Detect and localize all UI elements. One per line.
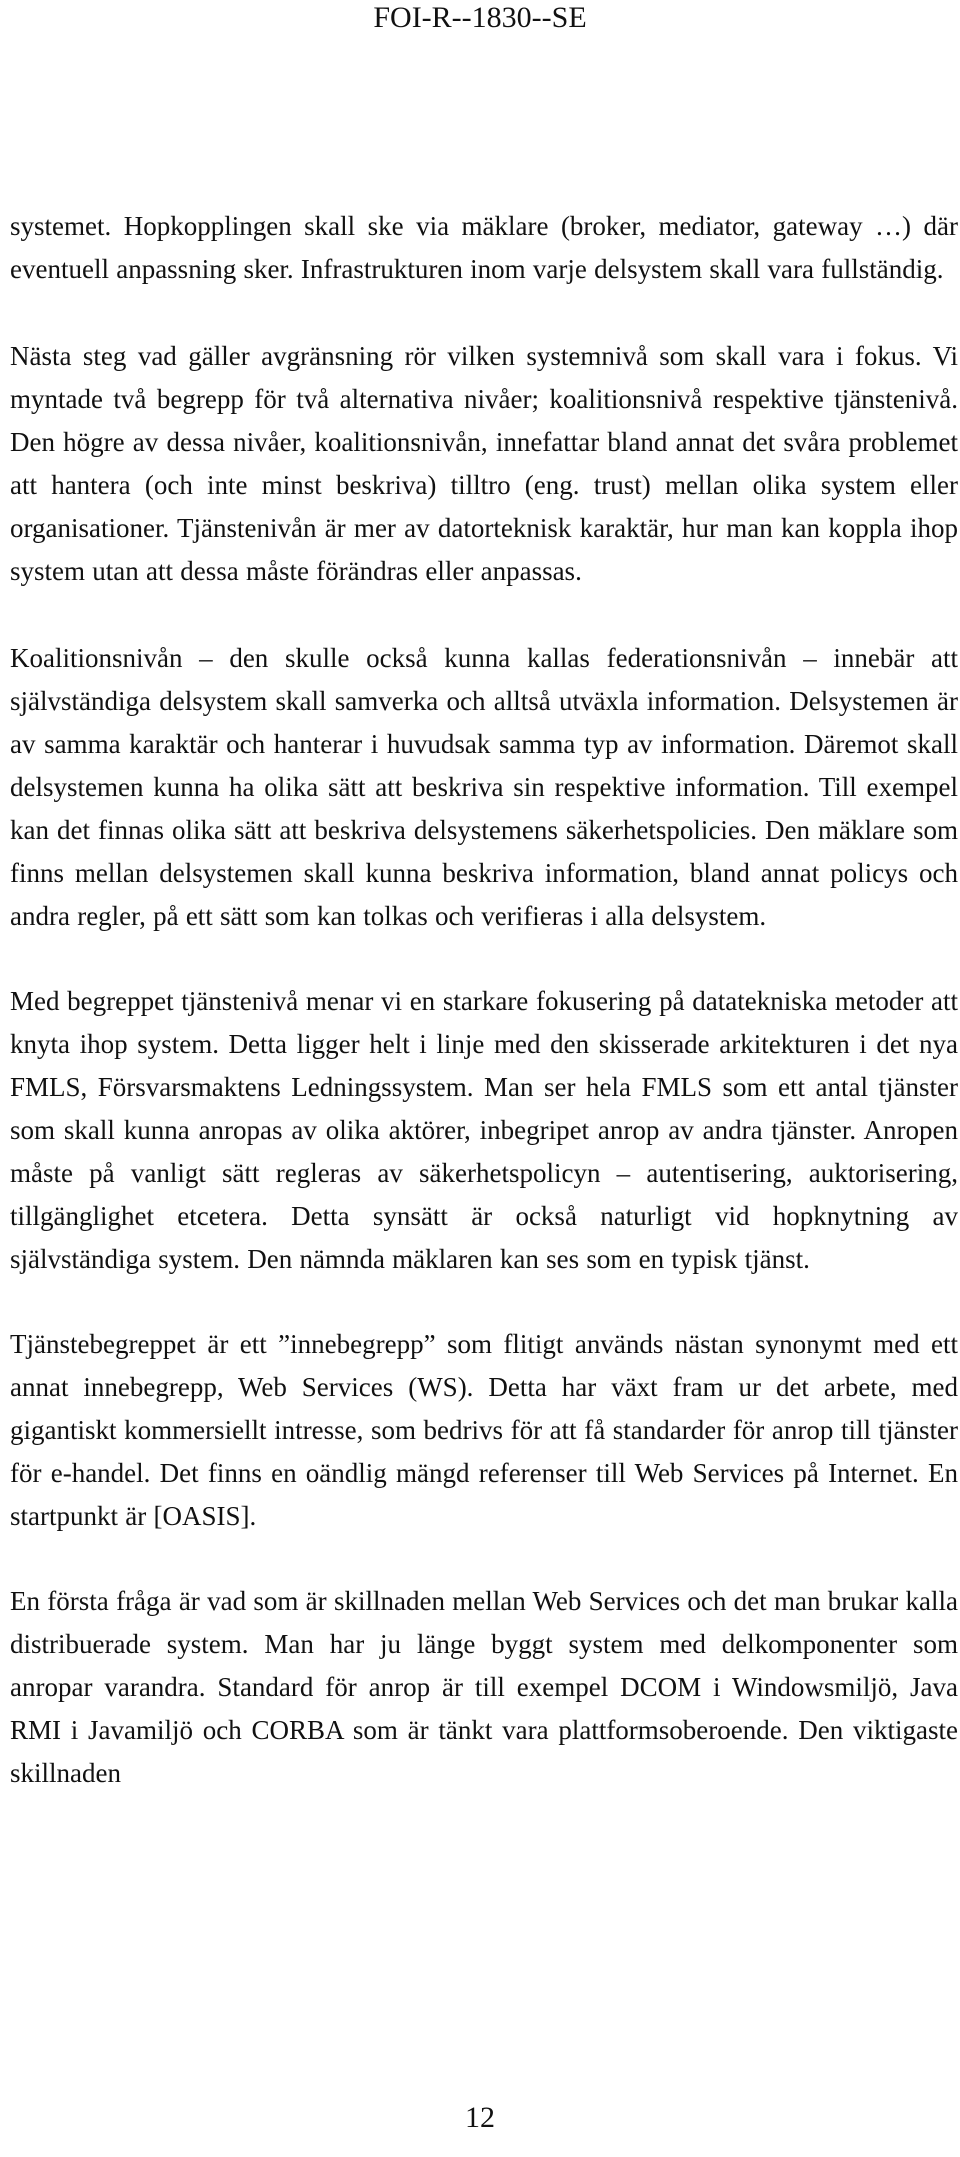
paragraph-3: Koalitionsnivån – den skulle också kunna kallas federationsnivån – innebär att självständiga delsystem skall samverka och alltså utväxla information. Delsystemen är av samma karaktär och hanterar i huvudsak samma typ av information. Däremot skall delsystemen kunna ha olika sätt att beskriva sin respektive information. Till exempel kan det finnas olika sätt att beskriva delsystemens säkerhetspolicies. Den mäklare som finns mellan delsystemen skall kunna beskriva information, bland annat policys och andra regler, på ett sätt som kan tolkas och verifieras i alla delsystem.	[10, 643, 958, 931]
document-body	[10, 205, 958, 1795]
page-number-label: 12	[465, 2101, 495, 2134]
paragraph-4: Med begreppet tjänstenivå menar vi en starkare fokusering på datatekniska metoder att knyta ihop system. Detta ligger helt i linje med den skisserade arkitekturen i det nya FMLS, Försvarsmaktens Ledningssystem. Man ser hela FMLS som ett antal tjänster som skall kunna anropas av olika aktörer, inbegripet anrop av andra tjänster. Anropen måste på vanligt sätt regleras av säkerhetspolicyn – autentisering, auktorisering, tillgänglighet etcetera. Detta synsätt är också naturligt vid hopknytning av självständiga system. Den nämnda mäklaren kan ses som en typisk tjänst.	[10, 986, 958, 1274]
report-id: FOI-R--1830--SE	[373, 1, 587, 34]
paragraph-2: Nästa steg vad gäller avgränsning rör vilken systemnivå som skall vara i fokus. Vi myntade två begrepp för två alternativa nivåer; koalitionsnivå respektive tjänstenivå. Den högre av dessa nivåer, koalitionsnivån, innefattar bland annat det svåra problemet att hantera (och inte minst beskriva) tilltro (eng. trust) mellan olika system eller organisationer. Tjänstenivån är mer av datorteknisk karaktär, hur man kan koppla ihop system utan att dessa måste förändras eller anpassas.	[10, 341, 958, 586]
paragraph-5: Tjänstebegreppet är ett ”innebegrepp” som flitigt används nästan synonymt med ett annat innebegrepp, Web Services (WS). Detta har växt fram ur det arbete, med gigantiskt kommersiellt intresse, som bedrivs för att få standarder för anrop till tjänster för e-handel. Det finns en oändlig mängd referenser till Web Services på Internet. En startpunkt är [OASIS].	[10, 1329, 958, 1531]
paragraph-6: En första fråga är vad som är skillnaden mellan Web Services och det man brukar kalla distribuerade system. Man har ju länge byggt system med delkomponenter som anropar varandra. Standard för anrop är till exempel DCOM i Windowsmiljö, Java RMI i Javamiljö och CORBA som är tänkt vara plattformsoberoende. Den viktigaste skillnaden	[10, 1586, 958, 1788]
page-number	[0, 2100, 960, 2136]
page-header	[0, 0, 960, 36]
paragraph-1: systemet. Hopkopplingen skall ske via mäklare (broker, mediator, gateway …) där eventuell anpassning sker. Infrastrukturen inom varje delsystem skall vara fullständig.	[10, 211, 958, 284]
